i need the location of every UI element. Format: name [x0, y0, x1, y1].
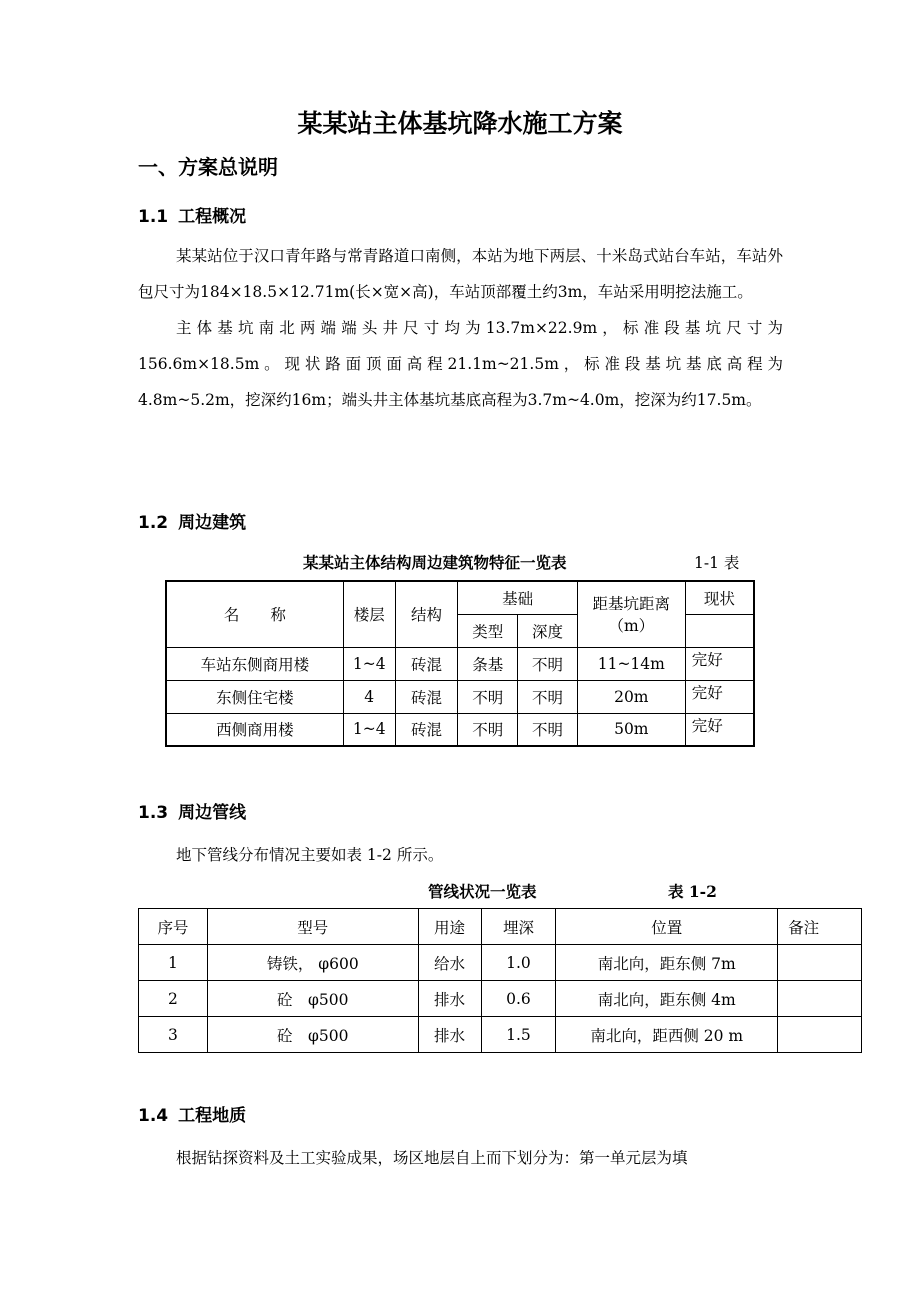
cell-structure: 砖混 — [395, 647, 458, 680]
cell-status: 完好 — [685, 680, 754, 713]
header-distance — [577, 581, 685, 647]
overview-text — [138, 238, 783, 418]
table-row — [166, 647, 754, 680]
section-heading-1: 一、方案总说明 — [138, 155, 278, 179]
cell-name: 西侧商用楼 — [166, 713, 343, 746]
table-row — [166, 713, 754, 746]
buildings-table — [165, 580, 755, 747]
document-title: 某某站主体基坑降水施工方案 — [297, 109, 623, 138]
cell-distance: 11~14m — [577, 647, 685, 680]
subsection-title: 周边建筑 — [178, 513, 247, 533]
header-structure: 结构 — [395, 581, 458, 647]
subsection-number: 1.2 — [138, 513, 169, 533]
header-foundation-type: 类型 — [458, 614, 518, 647]
subsection-number: 1.4 — [138, 1106, 169, 1126]
cell-depth: 1.0 — [481, 945, 556, 981]
table-row — [139, 981, 862, 1017]
header-floors: 楼层 — [343, 581, 395, 647]
cell-name: 车站东侧商用楼 — [166, 647, 343, 680]
cell-name: 东侧住宅楼 — [166, 680, 343, 713]
header-foundation: 基础 — [458, 581, 578, 614]
table-row — [139, 1017, 862, 1053]
cell-remark — [778, 945, 862, 981]
cell-depth: 1.5 — [481, 1017, 556, 1053]
subsection-heading-1-1 — [138, 202, 246, 227]
header-no: 序号 — [139, 909, 208, 945]
cell-no: 3 — [139, 1017, 208, 1053]
header-foundation-depth: 深度 — [518, 614, 578, 647]
header-status-blank — [685, 614, 754, 647]
cell-use: 排水 — [418, 1017, 481, 1053]
cell-structure: 砖混 — [395, 713, 458, 746]
cell-depth: 不明 — [518, 713, 578, 746]
cell-type: 不明 — [458, 713, 518, 746]
cell-type: 条基 — [458, 647, 518, 680]
cell-distance: 50m — [577, 713, 685, 746]
cell-model: 砼 φ500 — [207, 981, 418, 1017]
header-depth: 埋深 — [481, 909, 556, 945]
pipelines-intro: 地下管线分布情况主要如表 1-2 所示。 — [176, 846, 444, 864]
table-1-1-title: 某某站主体结构周边建筑物特征一览表 — [303, 553, 567, 572]
cell-structure: 砖混 — [395, 680, 458, 713]
header-status: 现状 — [685, 581, 754, 614]
header-use: 用途 — [418, 909, 481, 945]
cell-remark — [778, 981, 862, 1017]
subsection-title: 工程地质 — [178, 1106, 247, 1126]
subsection-heading-1-4 — [138, 1101, 246, 1126]
cell-type: 不明 — [458, 680, 518, 713]
subsection-heading-1-2 — [138, 508, 246, 533]
table-row — [166, 680, 754, 713]
cell-position: 南北向，距西侧 20 m — [556, 1017, 778, 1053]
overview-paragraph-2: 主体基坑南北两端端头井尺寸均为13.7m×22.9m，标准段基坑尺寸为156.6m×18.5m。现状路面顶面高程21.1m~21.5m，标准段基坑基底高程为4.8m~5.2m，挖深约16m；端头井主体基坑基底高程为3.7m~4.0m，挖深为约17.5m。 — [138, 319, 783, 409]
table-1-1-number: 1-1 表 — [694, 554, 740, 572]
cell-floors: 1~4 — [343, 647, 395, 680]
cell-status: 完好 — [685, 713, 754, 746]
cell-floors: 4 — [343, 680, 395, 713]
cell-position: 南北向，距东侧 7m — [556, 945, 778, 981]
cell-position: 南北向，距东侧 4m — [556, 981, 778, 1017]
subsection-heading-1-3 — [138, 798, 246, 823]
cell-use: 给水 — [418, 945, 481, 981]
cell-depth: 0.6 — [481, 981, 556, 1017]
cell-status: 完好 — [685, 647, 754, 680]
header-distance-label: 距基坑距离 — [592, 595, 671, 614]
cell-distance: 20m — [577, 680, 685, 713]
cell-no: 2 — [139, 981, 208, 1017]
subsection-title: 工程概况 — [178, 207, 247, 227]
geology-paragraph-1: 根据钻探资料及土工实验成果，场区地层自上而下划分为：第一单元层为填 — [176, 1149, 688, 1167]
overview-paragraph-1: 某某站位于汉口青年路与常青路道口南侧，本站为地下两层、十米岛式站台车站，车站外包尺寸为184×18.5×12.71m(长×宽×高)，车站顶部覆土约3m，车站采用明挖法施工。 — [138, 247, 783, 301]
cell-no: 1 — [139, 945, 208, 981]
cell-remark — [778, 1017, 862, 1053]
subsection-title: 周边管线 — [178, 803, 247, 823]
pipelines-table — [138, 908, 862, 1053]
cell-depth: 不明 — [518, 680, 578, 713]
subsection-number: 1.1 — [138, 207, 169, 227]
cell-use: 排水 — [418, 981, 481, 1017]
header-remark: 备注 — [778, 909, 862, 945]
cell-depth: 不明 — [518, 647, 578, 680]
geology-text — [138, 1140, 783, 1176]
table-1-2-number: 表 1-2 — [668, 882, 717, 901]
cell-model: 砼 φ500 — [207, 1017, 418, 1053]
header-name: 名 称 — [166, 581, 343, 647]
cell-model: 铸铁， φ600 — [207, 945, 418, 981]
header-model: 型号 — [207, 909, 418, 945]
cell-floors: 1~4 — [343, 713, 395, 746]
subsection-number: 1.3 — [138, 803, 169, 823]
header-position: 位置 — [556, 909, 778, 945]
table-row — [139, 945, 862, 981]
header-distance-unit: （m） — [608, 617, 655, 636]
table-1-2-title: 管线状况一览表 — [428, 882, 537, 901]
